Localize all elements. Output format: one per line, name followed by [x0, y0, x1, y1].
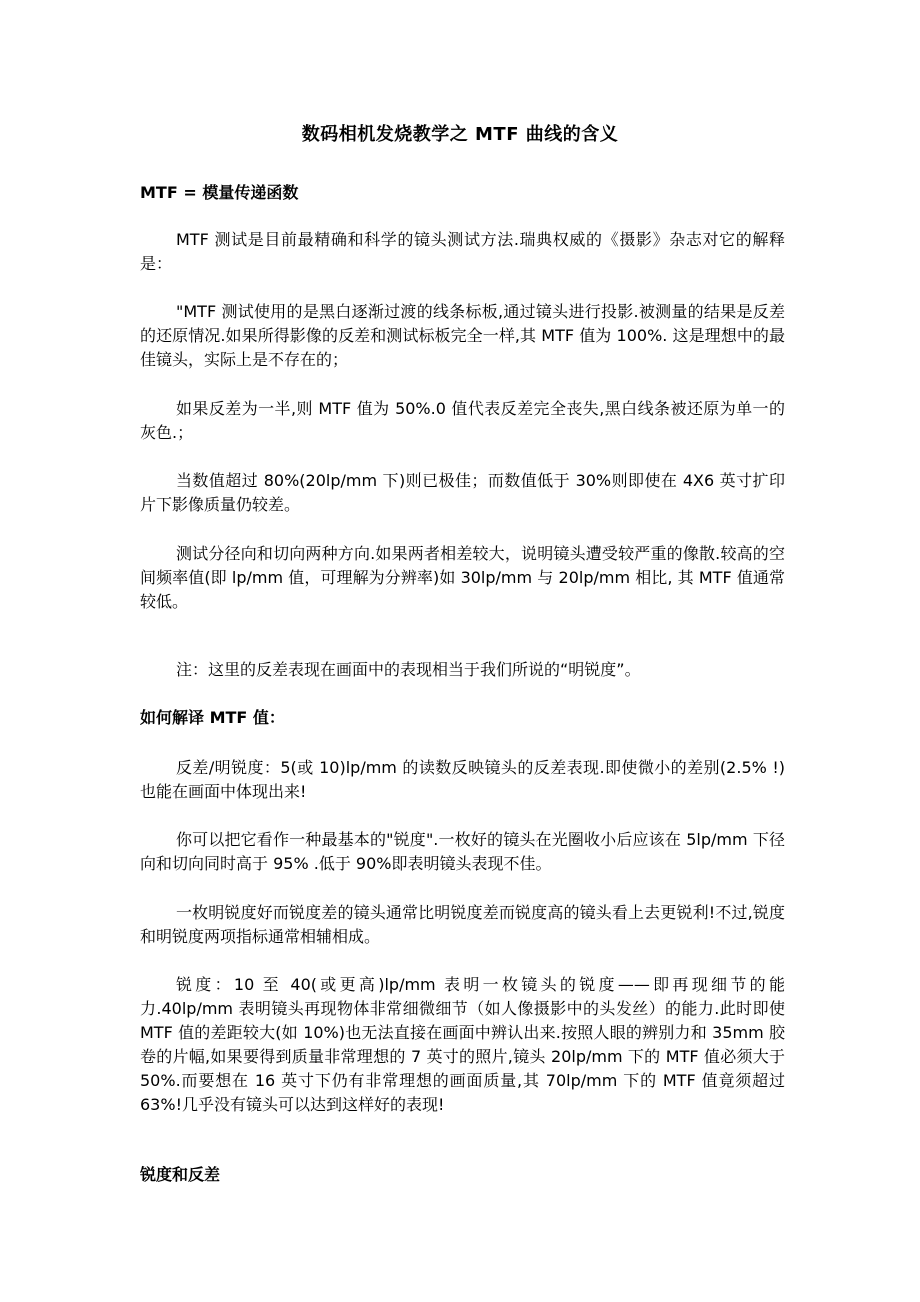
heading-mtf-definition: MTF = 模量传递函数 [140, 183, 299, 202]
paragraph-note-contrast: 注：这里的反差表现在画面中的表现相当于我们所说的“明锐度”。 [176, 660, 641, 679]
paragraph-acutance-vs-sharpness: 一枚明锐度好而锐度差的镜头通常比明锐度差而锐度高的镜头看上去更锐利!不过,锐度和明锐度两项指标通常相辅相成。 [140, 903, 785, 946]
paragraph-mtf-test-quote: "MTF 测试使用的是黑白逐渐过渡的线条标板,通过镜头进行投影.被测量的结果是反差的还原情况.如果所得影像的反差和测试标板完全一样,其 MTF 值为 100%. 这是理想中的最佳镜头，实际上是不存在的； [140, 302, 785, 369]
paragraph-radial-tangential: 测试分径向和切向两种方向.如果两者相差较大，说明镜头遭受较严重的像散.较高的空间频率值(即 lp/mm 值，可理解为分辨率)如 30lp/mm 与 20lp/mm 相比, 其 MTF 值通常较低。 [140, 544, 785, 611]
heading-how-to-interpret: 如何解译 MTF 值： [140, 708, 285, 727]
paragraph-sharpness-detail: 锐度：10 至 40(或更高)lp/mm 表明一枚镜头的锐度——即再现细节的能力.40lp/mm 表明镜头再现物体非常细微细节（如人像摄影中的头发丝）的能力.此时即使 MTF 值的差距较大(如 10%)也无法直接在画面中辨认出来.按照人眼的辨别力和 35mm 胶卷的片幅,如果要得到质量非常理想的 7 英寸的照片,镜头 20lp/mm 下的 MTF 值必须大于 50%.而要想在 16 英寸下仍有非常理想的画面质量,其 70lp/mm 下的 MTF 值竟须超过 63%!几乎没有镜头可以达到这样好的表现! [140, 975, 785, 1114]
paragraph-half-contrast: 如果反差为一半,则 MTF 值为 50%.0 值代表反差完全丧失,黑白线条被还原为单一的灰色.； [140, 399, 785, 442]
paragraph-value-thresholds: 当数值超过 80%(20lp/mm 下)则已极佳；而数值低于 30%则即使在 4X6 英寸扩印片下影像质量仍较差。 [140, 471, 785, 514]
paragraph-basic-sharpness: 你可以把它看作一种最基本的"锐度".一枚好的镜头在光圈收小后应该在 5lp/mm 下径向和切向同时高于 95% .低于 90%即表明镜头表现不佳。 [140, 830, 785, 873]
paragraph-mtf-intro: MTF 测试是目前最精确和科学的镜头测试方法.瑞典权威的《摄影》杂志对它的解释是： [140, 230, 785, 273]
page-title: 数码相机发烧教学之 MTF 曲线的含义 [301, 124, 619, 145]
paragraph-contrast-reading: 反差/明锐度：5(或 10)lp/mm 的读数反映镜头的反差表现.即使微小的差别(2.5% !)也能在画面中体现出来! [140, 758, 785, 801]
heading-sharpness-and-contrast: 锐度和反差 [140, 1165, 221, 1184]
